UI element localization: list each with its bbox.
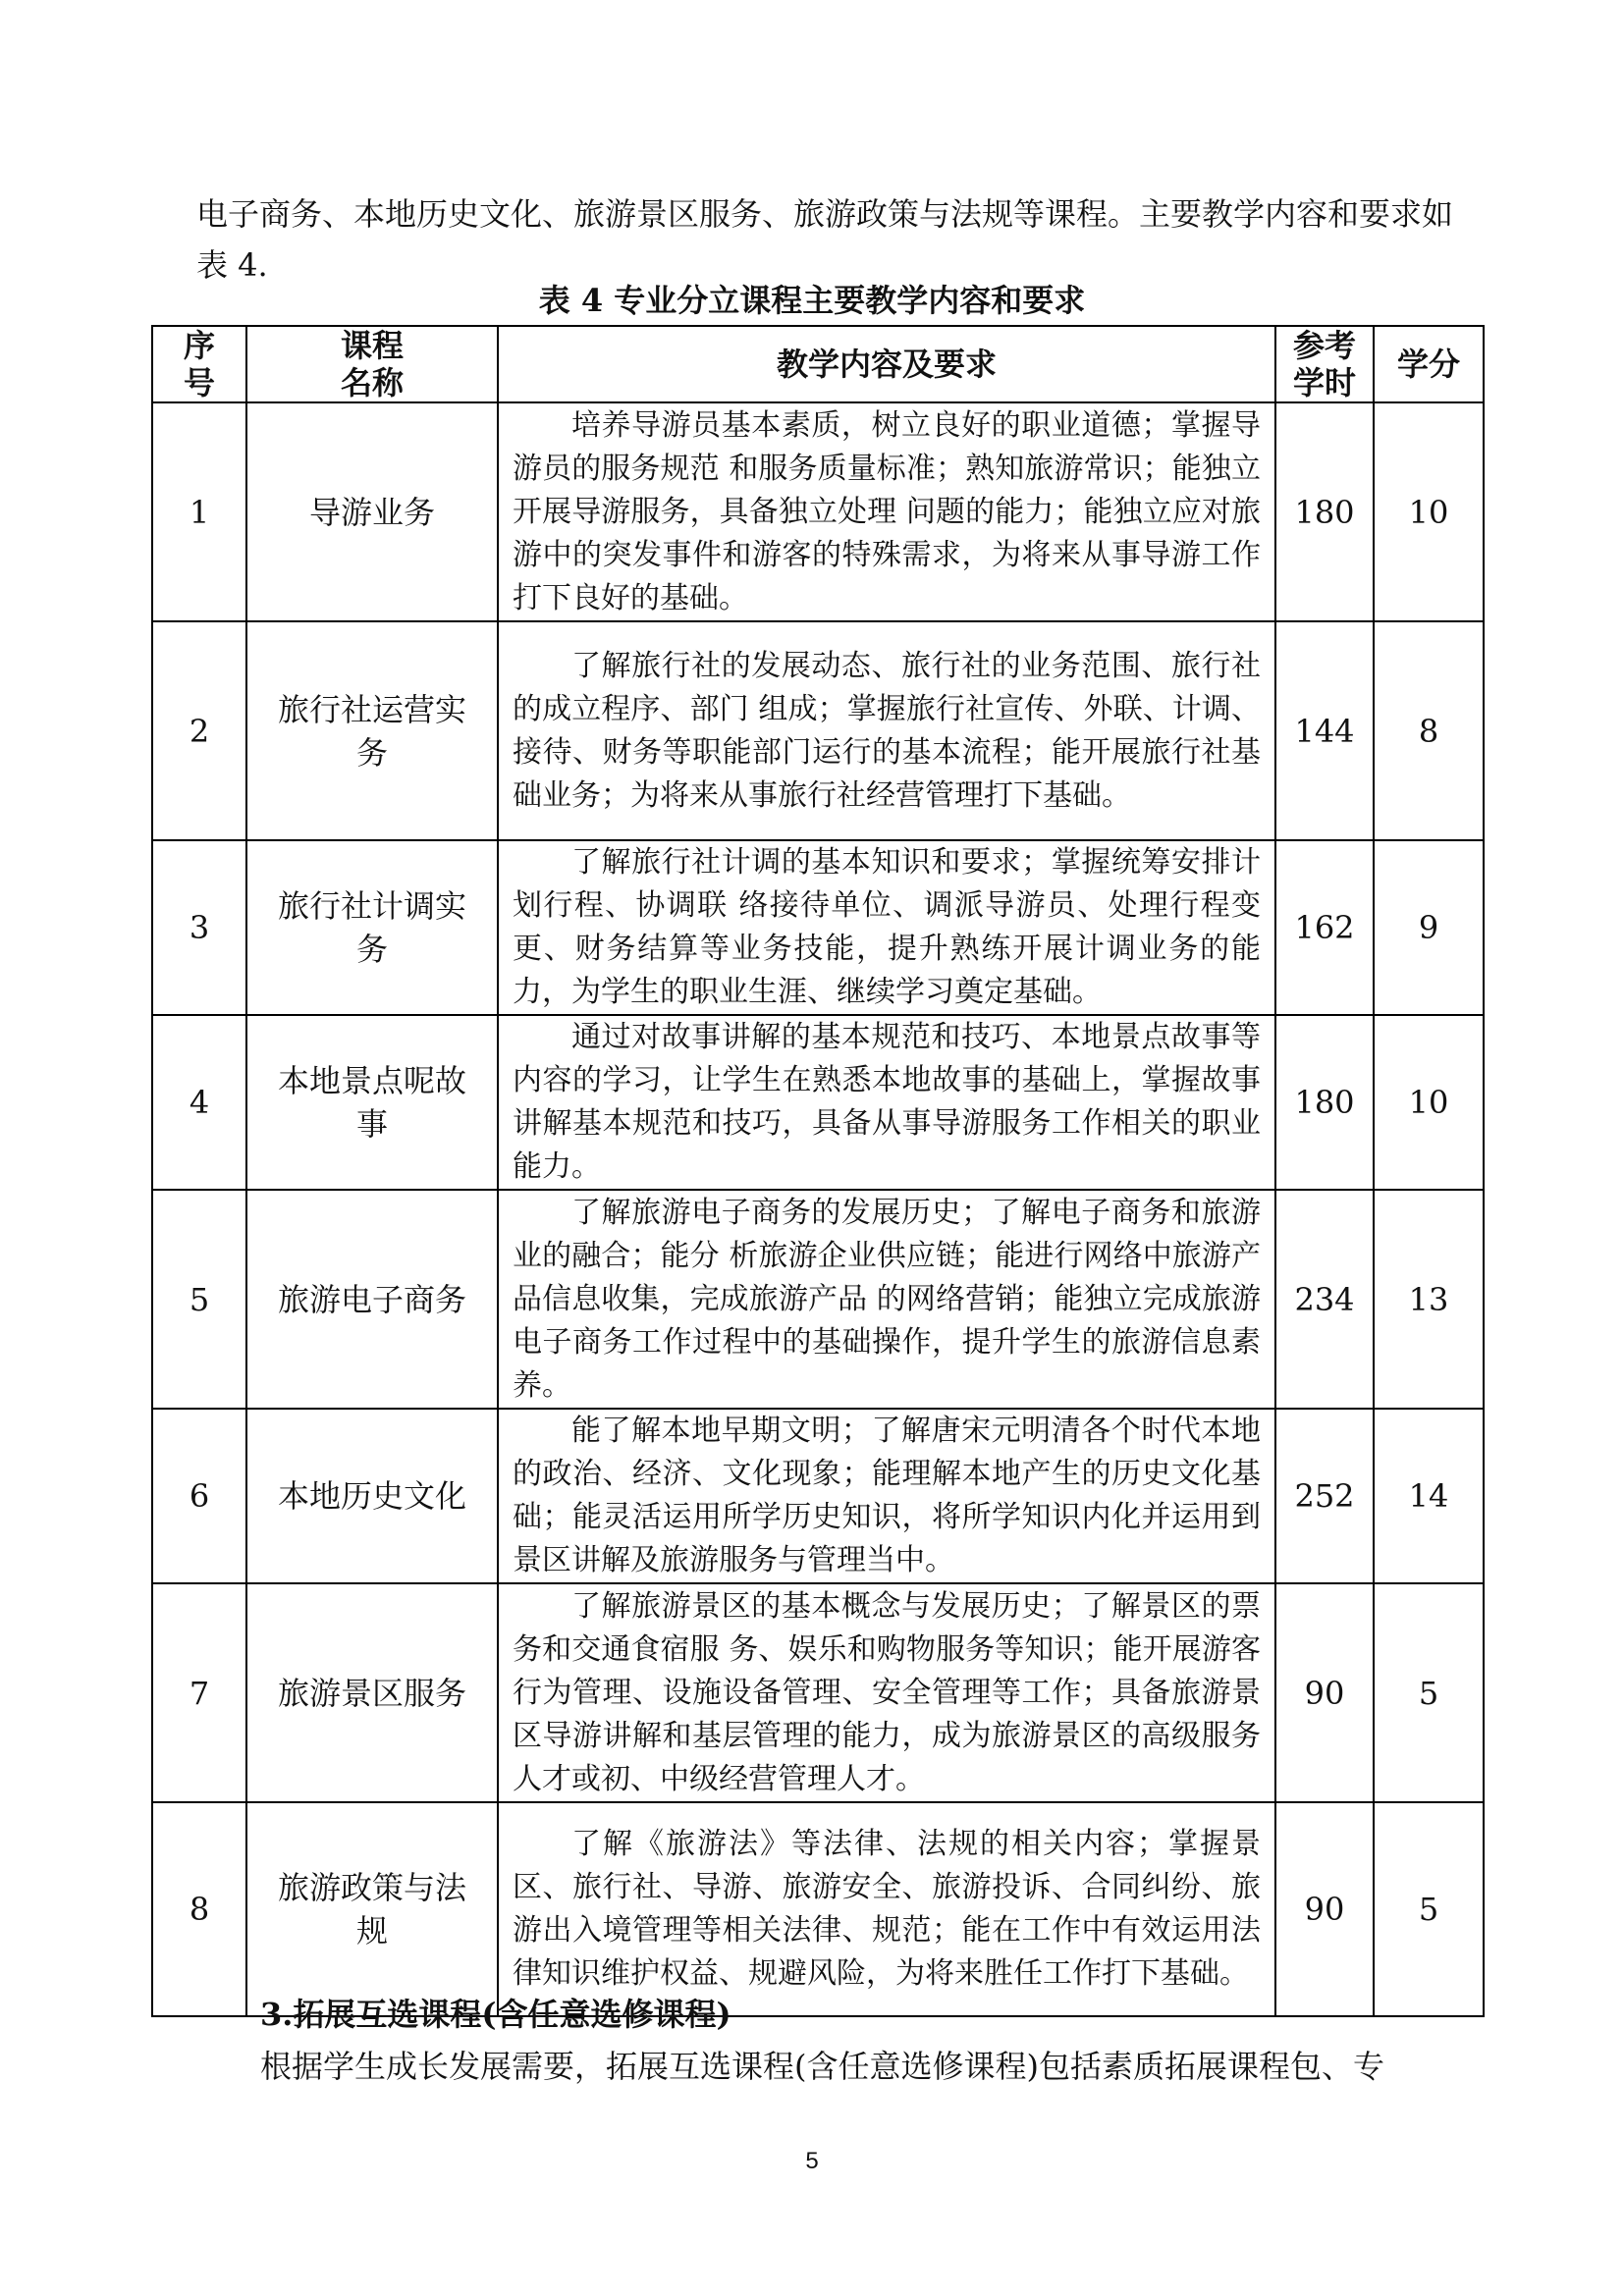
row-content (498, 1015, 1275, 1190)
page-number: 5 (805, 2148, 819, 2174)
row-index: 5 (152, 1190, 246, 1409)
row-course-name: 旅游政策与法规 (246, 1802, 498, 2016)
course-table (151, 325, 1485, 2017)
row-content (498, 1583, 1275, 1802)
row-course-name: 本地历史文化 (246, 1409, 498, 1583)
row-hours: 252 (1275, 1409, 1374, 1583)
row-index: 3 (152, 840, 246, 1015)
row-course-name: 旅行社计调实务 (246, 840, 498, 1015)
row-content-text: 通过对故事讲解的基本规范和技巧、本地景点故事等内容的学习，让学生在熟悉本地故事的基础上，掌握故事讲解基本规范和技巧，具备从事导游服务工作相关的职业能力。 (513, 1020, 1261, 1184)
row-content (498, 621, 1275, 840)
row-content (498, 1190, 1275, 1409)
section-heading: 3.拓展互选课程(含任意选修课程) (260, 1996, 731, 2033)
row-credits: 9 (1374, 840, 1484, 1015)
table-caption: 表 4 专业分立课程主要教学内容和要求 (538, 282, 1086, 319)
row-hours: 162 (1275, 840, 1374, 1015)
row-credits: 5 (1374, 1802, 1484, 2016)
row-index: 2 (152, 621, 246, 840)
row-content (498, 840, 1275, 1015)
row-content-text: 了解旅游电子商务的发展历史；了解电子商务和旅游业的融合；能分 析旅游企业供应链；能进行网络中旅游产品信息收集，完成旅游产品 的网络营销；能独立完成旅游电子商务工作过程中的基础操作，提升学生的旅游信息素养。 (513, 1195, 1261, 1403)
row-index: 1 (152, 402, 246, 621)
header-index: 序号 (152, 326, 246, 402)
header-hours: 参考学时 (1275, 326, 1374, 402)
table-row (152, 840, 1484, 1015)
row-credits: 10 (1374, 402, 1484, 621)
row-content (498, 1409, 1275, 1583)
row-content (498, 402, 1275, 621)
row-index: 8 (152, 1802, 246, 2016)
row-content-text: 了解旅行社计调的基本知识和要求；掌握统筹安排计划行程、协调联 络接待单位、调派导游员、处理行程变更、财务结算等业务技能，提升熟练开展计调业务的能力，为学生的职业生涯、继续学习奠定基础。 (513, 845, 1261, 1009)
row-content-text: 了解旅游景区的基本概念与发展历史；了解景区的票务和交通食宿服 务、娱乐和购物服务等知识；能开展游客行为管理、设施设备管理、安全管理等工作；具备旅游景区导游讲解和基层管理的能力，成为旅游景区的高级服务人才或初、中级经营管理人才。 (513, 1588, 1261, 1796)
row-hours: 180 (1275, 1015, 1374, 1190)
row-content-text: 培养导游员基本素质，树立良好的职业道德；掌握导游员的服务规范 和服务质量标准；熟知旅游常识；能独立开展导游服务，具备独立处理 问题的能力；能独立应对旅游中的突发事件和游客的特殊需求，为将来从事导游工作打下良好的基础。 (513, 407, 1261, 615)
row-course-name: 导游业务 (246, 402, 498, 621)
row-course-name: 旅行社运营实务 (246, 621, 498, 840)
table-row (152, 1802, 1484, 2016)
row-content-text: 了解《旅游法》等法律、法规的相关内容；掌握景区、旅行社、导游、旅游安全、旅游投诉、合同纠纷、旅游出入境管理等相关法律、规范；能在工作中有效运用法律知识维护权益、规避风险，为将来胜任工作打下基础。 (513, 1827, 1261, 1991)
row-course-name: 旅游电子商务 (246, 1190, 498, 1409)
row-index: 7 (152, 1583, 246, 1802)
table-row (152, 1583, 1484, 1802)
row-credits: 5 (1374, 1583, 1484, 1802)
row-content-text: 能了解本地早期文明；了解唐宋元明清各个时代本地的政治、经济、文化现象；能理解本地产生的历史文化基础；能灵活运用所学历史知识，将所学知识内化并运用到景区讲解及旅游服务与管理当中。 (513, 1414, 1261, 1577)
table-row (152, 1015, 1484, 1190)
header-content: 教学内容及要求 (498, 326, 1275, 402)
header-name: 课程名称 (246, 326, 498, 402)
row-credits: 14 (1374, 1409, 1484, 1583)
table-header-row (152, 326, 1484, 402)
row-index: 4 (152, 1015, 246, 1190)
row-hours: 144 (1275, 621, 1374, 840)
table-row (152, 1409, 1484, 1583)
table-row (152, 621, 1484, 840)
row-index: 6 (152, 1409, 246, 1583)
row-credits: 8 (1374, 621, 1484, 840)
row-hours: 180 (1275, 402, 1374, 621)
intro-paragraph: 电子商务、本地历史文化、旅游景区服务、旅游政策与法规等课程。主要教学内容和要求如表 4. (196, 195, 1454, 284)
row-hours: 234 (1275, 1190, 1374, 1409)
row-course-name: 旅游景区服务 (246, 1583, 498, 1802)
row-hours: 90 (1275, 1583, 1374, 1802)
table-row (152, 402, 1484, 621)
row-hours: 90 (1275, 1802, 1374, 2016)
row-content-text: 了解旅行社的发展动态、旅行社的业务范围、旅行社的成立程序、部门 组成；掌握旅行社宣传、外联、计调、接待、财务等职能部门运行的基本流程；能开展旅行社基础业务；为将来从事旅行社经营管理打下基础。 (513, 648, 1261, 813)
row-credits: 13 (1374, 1190, 1484, 1409)
row-content (498, 1802, 1275, 2016)
header-credits: 学分 (1374, 326, 1484, 402)
row-course-name: 本地景点呢故事 (246, 1015, 498, 1190)
row-credits: 10 (1374, 1015, 1484, 1190)
body-paragraph: 根据学生成长发展需要，拓展互选课程(含任意选修课程)包括素质拓展课程包、专 (260, 2048, 1384, 2085)
table-row (152, 1190, 1484, 1409)
